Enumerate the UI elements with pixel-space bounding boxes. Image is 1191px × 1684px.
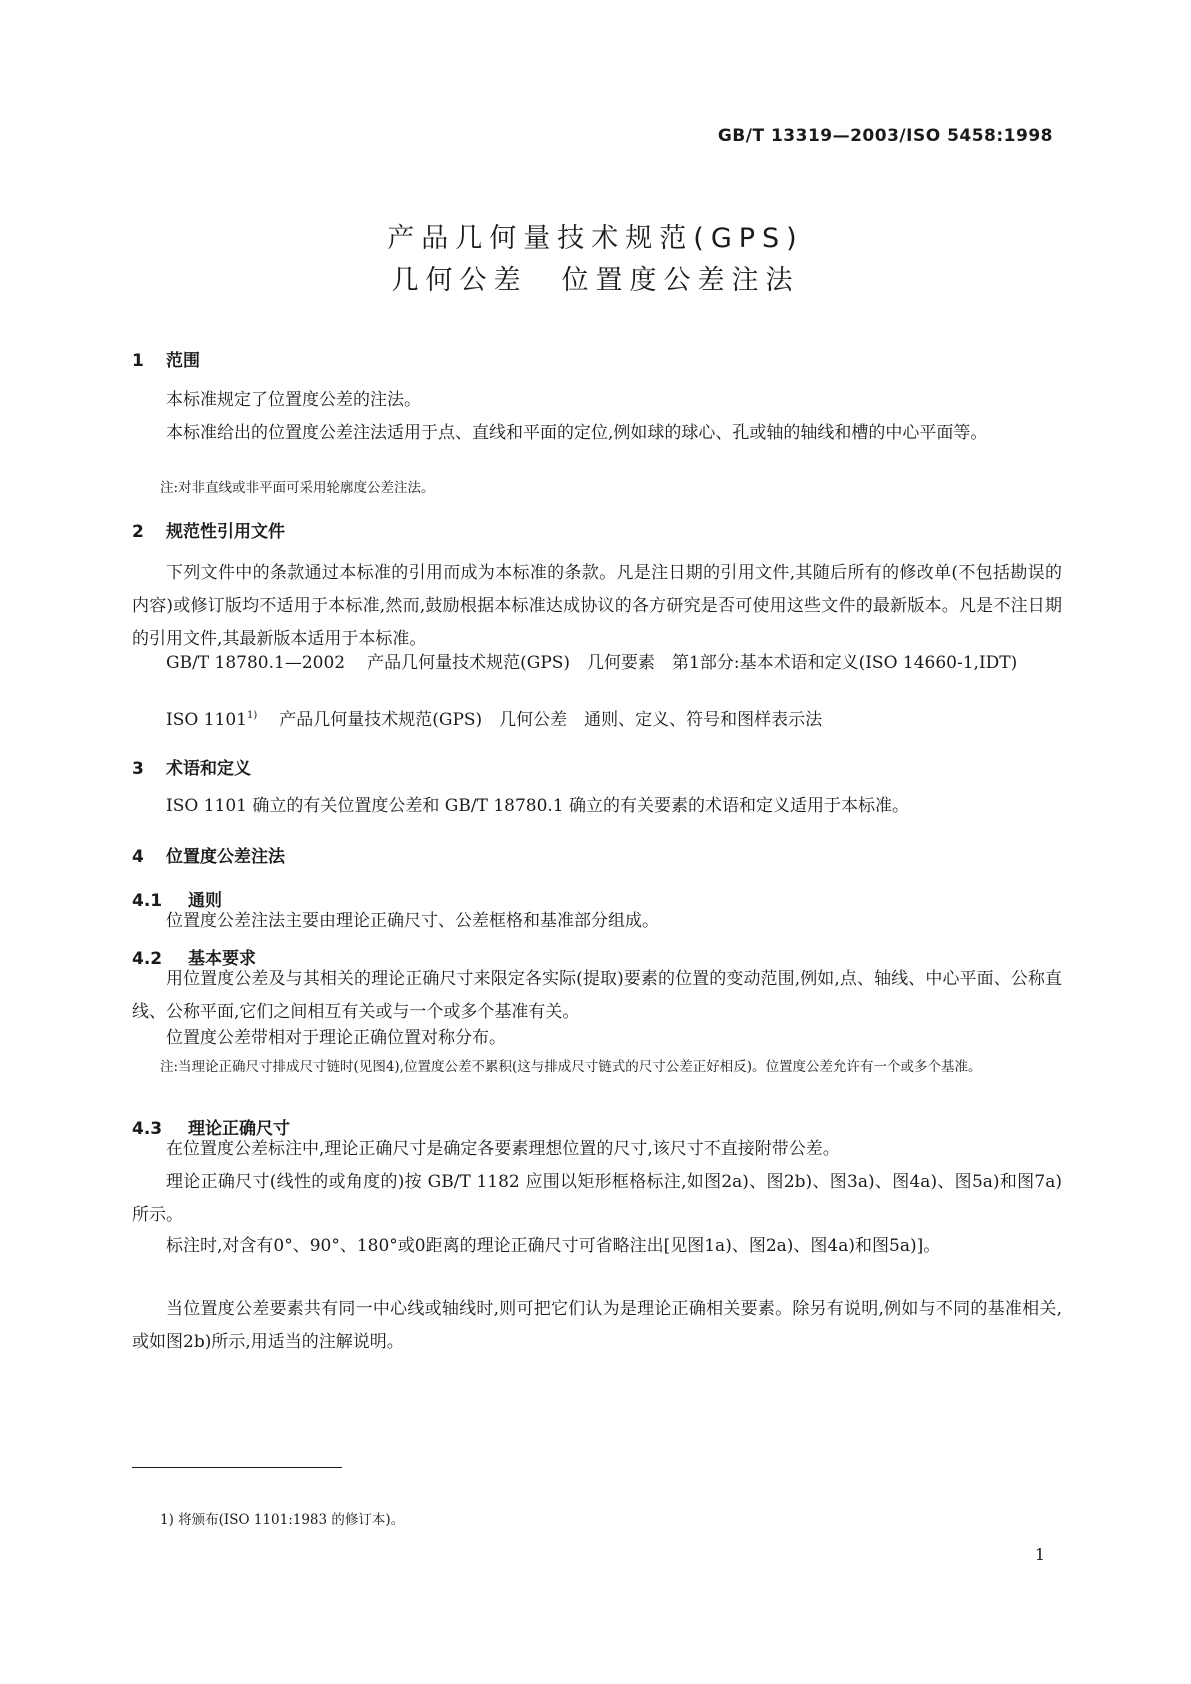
document-title-line1: 产品几何量技术规范(GPS): [387, 223, 804, 254]
footnote-rule: [132, 1467, 342, 1468]
section-number: 4.3: [132, 1119, 163, 1139]
reference-title: 产品几何量技术规范(GPS) 几何公差 通则、定义、符号和图样表示法: [279, 710, 823, 730]
section-title: 范围: [166, 351, 200, 371]
paragraph: ISO 1101 确立的有关位置度公差和 GB/T 18780.1 确立的有关要素的术语和定义适用于本标准。: [166, 796, 910, 816]
section-title: 规范性引用文件: [166, 522, 285, 542]
section-title: 通则: [188, 891, 222, 911]
section-title: 基本要求: [188, 949, 256, 969]
document-title-line2: 几何公差 位置度公差注法: [391, 265, 800, 296]
paragraph: 理论正确尺寸(线性的或角度的)按 GB/T 1182 应围以矩形框格标注,如图2a)、图2b)、图3a)、图4a)、图5a)和图7a)所示。: [132, 1172, 1062, 1225]
normative-reference: [132, 647, 1062, 680]
section-2-heading: [132, 517, 285, 542]
paragraph: 位置度公差带相对于理论正确位置对称分布。: [166, 1028, 506, 1048]
section-number: 4.1: [132, 891, 163, 911]
reference-title: 产品几何量技术规范(GPS) 几何要素 第1部分:基本术语和定义(ISO 14660-1,IDT): [367, 653, 1018, 673]
standard-number: GB/T 13319—2003/ISO 5458:1998: [717, 126, 1053, 146]
footnote-marker: 1): [246, 710, 258, 721]
note: 注:当理论正确尺寸排成尺寸链时(见图4),位置度公差不累积(这与排成尺寸链式的尺寸公差正好相反)。位置度公差允许有一个或多个基准。: [160, 1059, 982, 1075]
section-title: 术语和定义: [166, 759, 251, 779]
paragraph: 用位置度公差及与其相关的理论正确尺寸来限定各实际(提取)要素的位置的变动范围,例如,点、轴线、中心平面、公称直线、公称平面,它们之间相互有关或与一个或多个基准有关。: [132, 969, 1062, 1022]
paragraph: 在位置度公差标注中,理论正确尺寸是确定各要素理想位置的尺寸,该尺寸不直接附带公差。: [166, 1139, 840, 1159]
note: 注:对非直线或非平面可采用轮廓度公差注法。: [160, 480, 435, 496]
paragraph: 标注时,对含有0°、90°、180°或0距离的理论正确尺寸可省略注出[见图1a)、图2a)、图4a)和图5a)]。: [166, 1236, 941, 1256]
normative-reference: [132, 704, 1062, 737]
reference-code: ISO 1101: [166, 710, 247, 730]
section-number: 3: [132, 759, 144, 779]
paragraph: 下列文件中的条款通过本标准的引用而成为本标准的条款。凡是注日期的引用文件,其随后所有的修改单(不包括勘误的内容)或修订版均不适用于本标准,然而,鼓励根据本标准达成协议的各方研究是否可使用这些文件的最新版本。凡是不注日期的引用文件,其最新版本适用于本标准。: [132, 563, 1062, 649]
paragraph: 本标准规定了位置度公差的注法。: [166, 390, 421, 410]
section-title: 理论正确尺寸: [188, 1119, 290, 1139]
section-3-heading: [132, 754, 251, 779]
page-number: 1: [1034, 1545, 1045, 1564]
section-title: 位置度公差注法: [166, 847, 285, 867]
section-number: 4.2: [132, 949, 163, 969]
paragraph: 本标准给出的位置度公差注法适用于点、直线和平面的定位,例如球的球心、孔或轴的轴线和槽的中心平面等。: [166, 423, 988, 443]
section-number: 2: [132, 522, 144, 542]
section-1-heading: [132, 346, 200, 371]
section-number: 1: [132, 351, 144, 371]
paragraph: 位置度公差注法主要由理论正确尺寸、公差框格和基准部分组成。: [166, 911, 659, 931]
paragraph: 当位置度公差要素共有同一中心线或轴线时,则可把它们认为是理论正确相关要素。除另有说明,例如与不同的基准相关,或如图2b)所示,用适当的注解说明。: [132, 1299, 1062, 1352]
reference-code: GB/T 18780.1—2002: [166, 653, 346, 673]
section-4-heading: [132, 842, 285, 867]
section-number: 4: [132, 847, 144, 867]
footnote: 1) 将颁布(ISO 1101:1983 的修订本)。: [160, 1512, 405, 1528]
